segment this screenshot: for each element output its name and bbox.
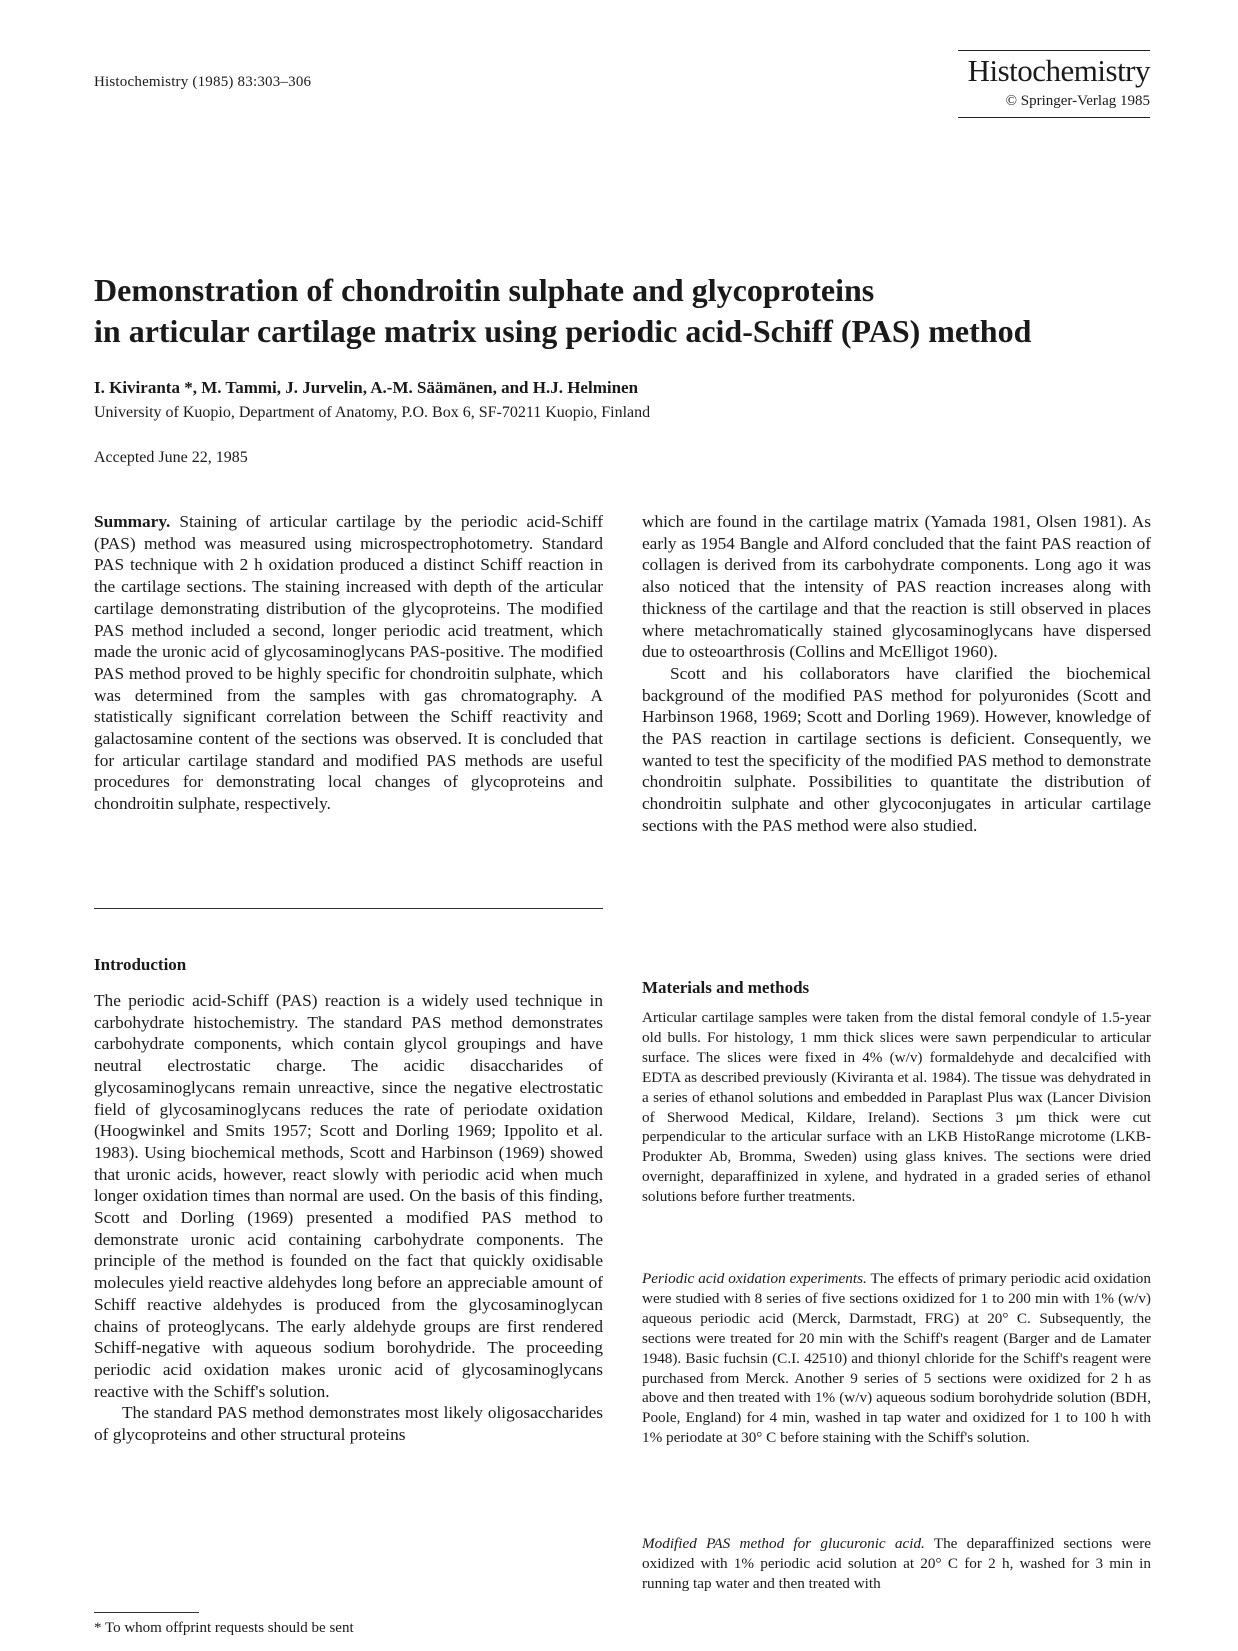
intro-paragraph-4: Scott and his collaborators have clarified the biochemical background of the modified PAS method for polyuronides (Scott and Harbinson 1968, 1969; Scott and Dorling 1969). However, knowledge of the PAS reaction in cartilage sections is deficient. Consequently, we wanted to test the specificity of the modified PAS method to demonstrate chondroitin sulphate. Possibilities to quantitate the distribution of chondroitin sulphate and other glycoconjugates in articular cartilage sections with the PAS method were also studied. [642, 663, 1151, 835]
masthead-top-rule [958, 50, 1150, 51]
journal-masthead [958, 50, 1150, 118]
introduction-heading: Introduction [94, 955, 187, 974]
intro-paragraph-1: The periodic acid-Schiff (PAS) reaction is a widely used technique in carbohydrate histochemistry. The standard PAS method demonstrates carbohydrate components, which contain glycol groupings and have neutral electrostatic charge. The acidic disaccharides of glycosaminoglycans remain unreactive, since the negative electrostatic field of glycosaminoglycans reduces the rate of periodate oxidation (Hoogwinkel and Smits 1957; Scott and Dorling 1969; Ippolito et al. 1983). Using biochemical methods, Scott and Harbinson (1969) showed that uronic acids, however, react slowly with periodic acid when much longer oxidation times than normal are used. On the basis of this finding, Scott and Dorling (1969) presented a modified PAS method to demonstrate uronic acid containing carbohydrate components. The principle of the method is founded on the fact that quickly oxidisable molecules yield reactive aldehydes long before an appreciable amount of Schiff reactive aldehydes is produced from the glycosaminoglycan chains of proteoglycans. The early aldehyde groups are first rendered Schiff-negative with aqueous sodium borohydride. The proceeding periodic acid oxidation makes uronic acid of glycosaminoglycans reactive with the Schiff's solution. [94, 991, 603, 1401]
pao-text: The effects of primary periodic acid oxidation were studied with 8 series of five sections oxidized for 1 to 200 min with 1% (w/v) aqueous periodic acid (Merck, Darmstadt, FRG) at 20° C. Subsequently, the sections were treated for 20 min with the Schiff's reagent (Barger and de Lamater 1948). Basic fuchsin (C.I. 42510) and thionyl chloride for the Schiff's reagent were purchased from Merck. Another 9 series of 5 sections were oxidized for 2 h as above and then treated with 1% (w/v) aqueous sodium borohydride solution (BDH, Poole, England) for 4 min, washed in tap water and oxidized for 1 to 100 h with 1% periodate at 30° C before staining with the Schiff's solution. [642, 1270, 1151, 1447]
methods-text: Articular cartilage samples were taken from the distal femoral condyle of 1.5-year old bulls. For histology, 1 mm thick slices were sawn perpendicular to articular surface. The slices were fixed in 4% (w/v) formaldehyde and decalcified with EDTA as described previously (Kiviranta et al. 1984). The tissue was dehydrated in a series of ethanol solutions and embedded in Paraplast Plus wax (Lancer Division of Sherwood Medical, Kildare, Ireland). Sections 3 µm thick were cut perpendicular to the articular surface with an LKB HistoRange microtome (LKB-Produkter Ab, Bromma, Sweden) using glass knives. The sections were dried overnight, deparaffinized in xylene, and hydrated in a graded series of ethanol solutions before further treatments. [642, 1009, 1151, 1206]
summary-paragraph [94, 511, 603, 815]
footnote: * To whom offprint requests should be sent [94, 1620, 354, 1636]
mpas-text: The deparaffinized sections were oxidized with 1% periodic acid solution at 20° C for 2 h, washed for 3 min in running tap water and then treated with [642, 1535, 1151, 1592]
summary-section [94, 511, 603, 815]
masthead-bottom-rule [958, 117, 1150, 118]
summary-label: Summary. [94, 512, 171, 531]
modified-pas-section [642, 1534, 1151, 1594]
intro-paragraph-2: The standard PAS method demonstrates most likely oligosaccharides of glycoproteins and other structural proteins [94, 1403, 603, 1445]
introduction-body [94, 990, 603, 1446]
mpas-paragraph [642, 1534, 1151, 1594]
title-line-2: in articular cartilage matrix using periodic acid-Schiff (PAS) method [94, 313, 1032, 349]
methods-paragraph-1 [642, 1008, 1151, 1207]
summary-text: Staining of articular cartilage by the periodic acid-Schiff (PAS) method was measured using microspectrophotometry. Standard PAS technique with 2 h oxidation produced a distinct Schiff reaction in the cartilage sections. The staining increased with depth of the articular cartilage demonstrating distribution of the glycoproteins. The modified PAS method included a second, longer periodic acid treatment, which made the uronic acid of glycosaminoglycans PAS-positive. The modified PAS method proved to be highly specific for chondroitin sulphate, which was determined from the samples with gas chromatography. A statistically significant correlation between the Schiff reactivity and galactosamine content of the sections was observed. It is concluded that for articular cartilage standard and modified PAS methods are useful procedures for demonstrating local changes of glycoproteins and chondroitin sulphate, respectively. [94, 512, 603, 814]
introduction-continued [642, 511, 1151, 837]
author-list: I. Kiviranta *, M. Tammi, J. Jurvelin, A.-M. Säämänen, and H.J. Helminen [94, 378, 639, 397]
methods-heading: Materials and methods [642, 978, 810, 997]
journal-name: Histochemistry [967, 53, 1150, 88]
pao-paragraph [642, 1269, 1151, 1448]
pao-label: Periodic acid oxidation experiments. [642, 1270, 867, 1287]
affiliation: University of Kuopio, Department of Anatomy, P.O. Box 6, SF-70211 Kuopio, Finland [94, 404, 651, 421]
intro-paragraph-3: which are found in the cartilage matrix (Yamada 1981, Olsen 1981). As early as 1954 Bangle and Alford concluded that the faint PAS reaction of collagen is derived from its carbohydrate components. Long ago it was also noticed that the intensity of PAS reaction increases along with thickness of the cartilage and that the reaction is still observed in places where metachromatically stained glycosaminoglycans have dispersed due to osteoarthrosis (Collins and McElligot 1960). [642, 512, 1151, 662]
publisher-line: © Springer-Verlag 1985 [1005, 93, 1150, 109]
periodic-acid-oxidation-section [642, 1269, 1151, 1448]
running-head: Histochemistry (1985) 83:303–306 [94, 74, 312, 90]
article-title [94, 270, 1154, 352]
title-line-1: Demonstration of chondroitin sulphate and glycoproteins [94, 272, 875, 308]
mpas-label: Modified PAS method for glucuronic acid. [642, 1535, 925, 1552]
footnote-rule [94, 1612, 199, 1613]
summary-divider [94, 908, 603, 909]
accepted-date: Accepted June 22, 1985 [94, 449, 248, 466]
